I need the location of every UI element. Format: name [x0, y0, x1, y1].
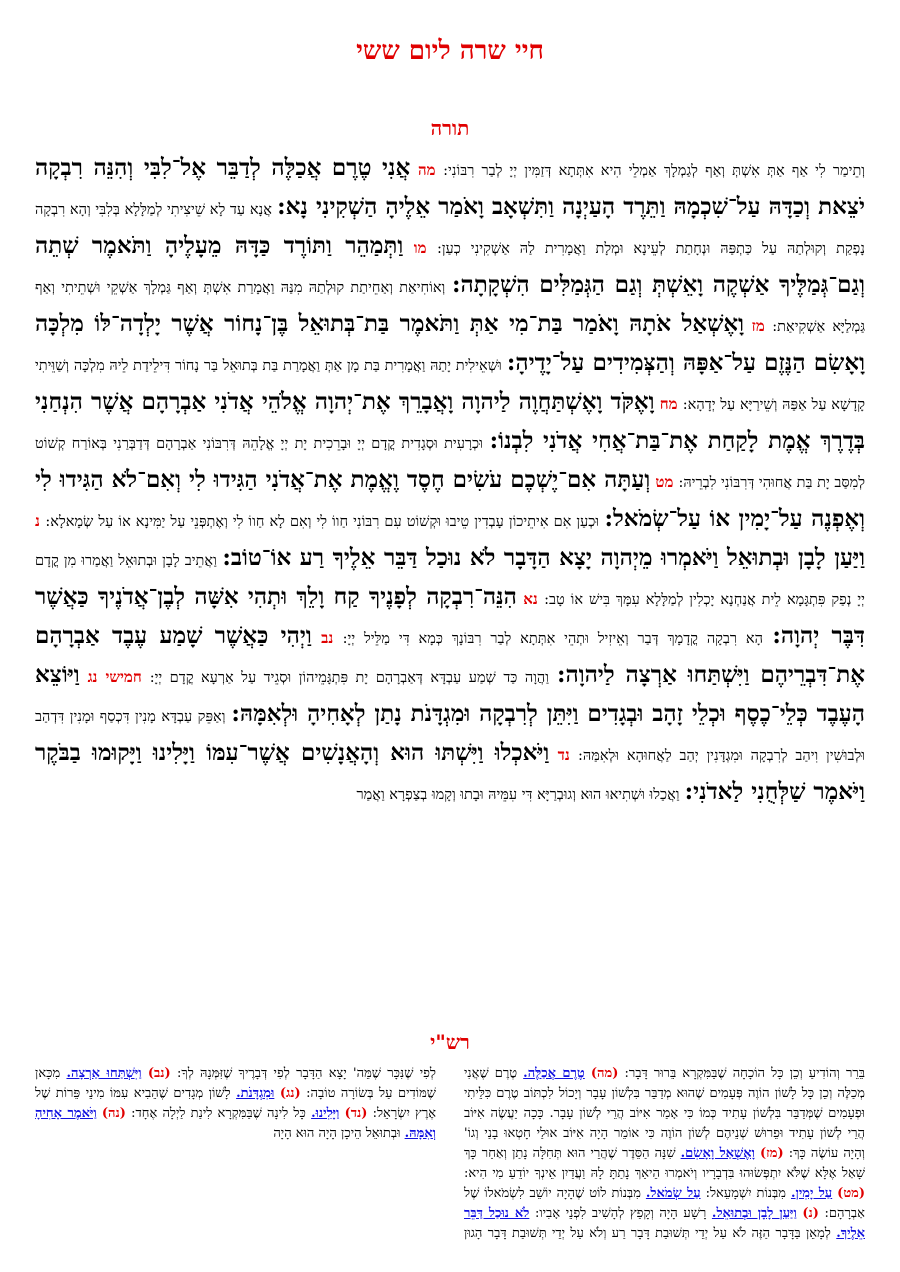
- rashi-verse-ref: (נב): [147, 1066, 171, 1081]
- rashi-comment: [701, 1186, 865, 1201]
- verse-number: מז: [751, 317, 765, 335]
- rashi-text: מִכָּאן שֶׁמּוֹדִים עַל בְּשׂוֹרָה טוֹבָה:: [35, 1066, 436, 1101]
- verse-number: נא: [523, 590, 538, 608]
- rashi-text: וּבְתוּאֵל הֵיכָן הָיָה הוּא הָיָה: [273, 1126, 401, 1141]
- rashi-heading: וַיָּלִינוּ.: [311, 1106, 340, 1121]
- rashi-verse-ref: (נה): [101, 1106, 126, 1121]
- verse-text: וָאֶקֹּד וָאֶשְׁתַּחֲוֶה לַיהוָה וָאֲבָרֵךְ אֶת־יְהוָה אֱלֹהֵי אֲדֹנִי אַבְרָהָם אֲשֶׁר הִנְחַנִי בְּדֶרֶךְ אֱמֶת לָקַחַת אֶת־בַּת־אֲחִי אֲדֹנִי לִבְנוֹ:: [35, 388, 865, 454]
- rashi-comment: [126, 1106, 367, 1121]
- targum-text: וַאֲכַלוּ וּשְׁתִיאוּ הוּא וְגוּבְרַיָּא דִּי עִמֵּיהּ וּבָתוּ וְקָמוּ בְצַפְרָא וַאֲמַר: [356, 787, 680, 803]
- verse-number: נב: [321, 629, 334, 647]
- targum-text: וַהֲוָה כַּד שְׁמַע עַבְדָּא דְּאַבְרָהָם יָת פִּתְגָּמֵיהוֹן וּסְגֵיד עַל אַרְעָא קֳדָם יְיָ:: [149, 670, 549, 686]
- rashi-text: טֶרֶם שֶׁאֲנִי מְכַלֶּה וְכֵן כָּל לָשׁוֹן הוֹוֶה פְּעָמִים שֶׁהוּא מְדַבֵּר בִּלְשׁוֹן עָבָר וְיָכוֹל לִכְתּוֹב טֶרֶם כִּלֵּיתִי וּפְעָמִים שֶׁמְּדַבֵּר בִּלְשׁוֹן עָתִיד כְּמוֹ כִּי אָמַר אִיּוֹב הֲרֵי לְשׁוֹן עָבָר. כָּכָה יַעֲשֶׂה אִיּוֹב הֲרֵי לְשׁוֹן עָתִיד וּפֵרוּשׁ שְׁנֵיהֶם לְשׁוֹן הוֹוֶה כִּי אוֹמֵר הָיָה אִיּוֹב אוּלַי חָטְאוּ בָנַי וְגוֹ' וְהָיָה עוֹשֶׂה כָּךְ:: [464, 1066, 865, 1161]
- verse-text: וְעַתָּה אִם־יֶשְׁכֶם עֹשִׂים חֶסֶד וֶאֱמֶת אֶת־אֲדֹנִי הַגִּידוּ לִי וְאִם־לֹא הַגִּידוּ לִי וְאֶפְנֶה עַל־יָמִין אוֹ עַל־שְׂמֹאל:: [35, 466, 865, 532]
- rashi-commentary-block: [35, 1064, 865, 1260]
- rashi-section-title: רש"י: [430, 1030, 470, 1054]
- verse-number: מה: [417, 161, 436, 179]
- rashi-verse-ref: (נ): [802, 1206, 819, 1221]
- rashi-heading: עַל שְׂמֹאל.: [645, 1186, 701, 1201]
- targum-text: וְאוֹחִיאַת וְאַחֵיתַת קוּלְתַהּ מִנַּהּ וַאֲמָרַת אִשְׁתְּ וְאַף גַּמְלָךְ אַשְׁקֵי וּשְׁתֵיתִי וְאַף גַּמְלַיָּא אַשְׁקִיאַת:: [35, 280, 865, 335]
- rashi-comment: [529, 1206, 819, 1221]
- rashi-heading: וַיִּשְׁתַּחוּ אַרְצָה.: [66, 1066, 142, 1081]
- targum-text: וַאֲתֵיב לָבָן וּבְתוּאֵל וַאֲמַרוּ מִן קֳדָם יְיָ נְפַק פִּתְגָּמָא לֵית אֲנַחְנָא יָכְלִין לְמַלָּלָא עִמָּךְ בִּישׁ אוֹ טָב:: [35, 553, 865, 608]
- verse-text: וַיֹּאכְלוּ וַיִּשְׁתּוּ הוּא וְהָאֲנָשִׁים אֲשֶׁר־עִמּוֹ וַיָּלִינוּ וַיָּקוּמוּ בַבֹּקֶר וַיֹּאמֶר שַׁלְּחֻנִי לַאדֹנִי:: [35, 739, 865, 805]
- targum-text: וּשְׁאֵילִית יָתַהּ וַאֲמָרִית בַּת מָן אַתְּ וַאֲמָרַת בַּת בְּתוּאֵל בַּר נָחוֹר דִּילֵידַת לֵיהּ מִלְכָּה וְשַׁוֵּיתִי קָדָשָׁא עַל אַפַּהּ וְשֵׁירַיָּא עַל יְדָהָא:: [35, 358, 865, 413]
- targum-text: וְאַפֵּק עַבְדָּא מָנִין דִּכְסַף וּמָנִין דִּדְהַב וּלְבוּשִׁין וִיהַב לְרִבְקָה וּמִגְדָּנִין יְהַב לַאֲחוּהָא וּלְאִמַּהּ:: [35, 709, 865, 764]
- torah-segment: [357, 784, 680, 803]
- rashi-heading: לֹא נוּכַל דַּבֵּר אֵלֶיךָ.: [464, 1206, 865, 1241]
- verse-text: הִנֵּה־רִבְקָה לְפָנֶיךָ קַח וָלֵךְ וּתְהִי אִשָּׁה לְבֶן־אֲדֹנֶיךָ כַּאֲשֶׁר דִּבֶּר יְהוָה:: [35, 583, 865, 649]
- targum-text: וּכְעַן אִם אִיתֵיכוֹן עָבְדִין טֵיבוּ וּקְשׁוֹט עִם רִבּוֹנִי חַווֹ לִי וְאִם לָא חַווֹ לִי וְאֶתְפְּנֵי עַל יַמִּינָא אוֹ עַל שְׂמָאלָא:: [45, 514, 600, 530]
- verse-text: אֲנִי טֶרֶם אֲכַלֶּה לְדַבֵּר אֶל־לִבִּי וְהִנֵּה רִבְקָה יֹצֵאת וְכַדָּהּ עַל־שִׁכְמָהּ וַתֵּרֶד הָעַיְנָה וַתִּשְׁאָב וָאֹמַר אֵלֶיהָ הַשְׁקִינִי נָא:: [35, 154, 865, 220]
- rashi-text: שִׁנָּה הַסֵּדֶר שֶׁהֲרֵי הוּא תְּחִלָּה נָתַן וְאַחַר כָּךְ שָׁאַל אֶלָּא שֶׁלֹּא יִתְפְּשׂוּהוּ בִּדְבָרָיו וְיֹאמְרוּ הֵיאַךְ נָתַתָּ לָהּ וַעֲדַיִן אֵינְךָ יוֹדֵעַ מִי הִיא:: [464, 1146, 865, 1181]
- rashi-verse-ref: (מה): [590, 1066, 619, 1081]
- torah-section-title: תורה: [430, 116, 470, 140]
- rashi-verse-ref: (מט): [837, 1186, 865, 1201]
- rashi-text: כָּל לִינָה שֶׁבַּמִּקְרָא לִינַת לַיְלָה אֶחָד:: [131, 1106, 306, 1121]
- rashi-heading: עַל יָמִין.: [790, 1186, 833, 1201]
- rashi-text: מִבְּנוֹת יִשְׁמָעֵאל:: [705, 1186, 786, 1201]
- verse-number: נ: [35, 512, 40, 530]
- targum-text: אֲנָא עַד לָא שֵׁיצִיתִי לְמַלָּלָא בְּלִבִּי וְהָא רִבְקָה נָפְקַת וְקוּלְתַהּ עַל כַּתְפַּהּ וּנְחָתַת לְעֵינָא וּמְלָת וַאֲמָרִית לַהּ אַשְׁקִינִי כְעַן:: [35, 202, 865, 257]
- rashi-verse-ref: (נג): [279, 1086, 301, 1101]
- rashi-heading: וַיֹּאמֶר אָחִיהָ וְאִמָּהּ.: [35, 1106, 436, 1141]
- rashi-heading: טֶרֶם אֲכַלֶּה.: [523, 1066, 585, 1081]
- targum-text: וְתֵימַר לִי אַף אַתְּ אִשְׁתְּ וְאַף לְגַמְלָךְ אַמְלֵי הִיא אִתְּתָא דְּזַמִּין יְיָ לְבַר רִבּוֹנִי:: [443, 163, 865, 179]
- verse-number: מט: [655, 473, 674, 491]
- rashi-text: לָשׁוֹן מְגָדִים שֶׁהֵבִיא עִמּוֹ מִינֵי פֵּרוֹת שֶׁל אֶרֶץ יִשְׂרָאֵל:: [35, 1086, 437, 1121]
- page-title: חיי שרה ליום ששי: [356, 36, 544, 66]
- rashi-text: רָשָׁע הָיָה וְקָפַץ לְהָשִׁיב לִפְנֵי אָבִיו:: [534, 1206, 707, 1221]
- verse-number: מו: [413, 239, 427, 257]
- verse-text: וַיּוֹצֵא הָעֶבֶד כְּלֵי־כֶסֶף וּכְלֵי זָהָב וּבְגָדִים וַיִּתֵּן לְרִבְקָה וּמִגְדָּנֹת נָתַן לְאָחִיהָ וּלְאִמָּהּ:: [35, 661, 865, 727]
- rashi-text: בֵּרֵר וְהוֹדִיעַ וְכֵן כָּל הוֹכָחָה שֶׁבַּמִּקְרָא בֵּרוּר דָּבָר:: [624, 1066, 865, 1081]
- verse-text: וָאֶשְׁאַל אֹתָהּ וָאֹמַר בַּת־מִי אַתְּ וַתֹּאמֶר בַּת־בְּתוּאֵל בֶּן־נָחוֹר אֲשֶׁר יָלְדָה־לּוֹ מִלְכָּה וָאָשִׂם הַנֶּזֶם עַל־אַפָּהּ וְהַצְּמִידִים עַל־יָדֶיהָ:: [35, 310, 865, 376]
- rashi-verse-ref: (נד): [344, 1106, 368, 1121]
- verse-number: מח: [659, 395, 678, 413]
- rashi-heading: וּמִגְדָּנֹת.: [236, 1086, 275, 1101]
- rashi-comment: [618, 1066, 865, 1081]
- targum-text: הָא רִבְקָה קֳדָמָךְ דְּבַר וְאֵיזִיל וּתְהֵי אִתְּתָא לְבַר רִבּוֹנָךְ כְּמָא דִּי מַלֵּיל יְיָ:: [342, 631, 763, 647]
- torah-text-block: [35, 150, 865, 1020]
- rashi-heading: וַיַּעַן לָבָן וּבְתוּאֵל.: [711, 1206, 797, 1221]
- rashi-verse-ref: (מז): [759, 1146, 784, 1161]
- rashi-text: לְמָאֵן בַּדָּבָר הַזֶּה לֹא עַל יְדֵי תְּשׁוּבַת דָּבָר רַע וְלֹא עַל יְדֵי תְּשׁוּבַת דָּבָר הָגוּן לְפִי שֶׁנִּכָּר שֶׁמֵּה' יָצָא הַדָּבָר לְפִי דְּבָרֶיךָ שֶׁזִּמְּנָהּ לְךָ:: [176, 1066, 831, 1241]
- targum-text: וּכְרָעִית וּסְגָדִית קֳדָם יְיָ וּבָרֵכִית יָת יְיָ אֱלָהֵהּ דְּרִבּוֹנִי אַבְרָהָם דְּדַבְּרַנִי בְּאוֹרַח קְשׁוֹט לְמִסַּב יָת בַּת אֲחוּהִי דְּרִבּוֹנִי לִבְרֵיהּ:: [35, 436, 865, 491]
- verse-text: וַתְּמַהֵר וַתּוֹרֶד כַּדָּהּ מֵעָלֶיהָ וַתֹּאמֶר שְׁתֵה וְגַם־גְּמַלֶּיךָ אַשְׁקֶה וָאֵשְׁתְּ וְגַם הַגְּמַלִּים הִשְׁקָתָה:: [35, 232, 865, 298]
- aliyah-marker: חמישי: [105, 668, 142, 686]
- rashi-text: מִבְּנוֹת לוֹט שֶׁהָיָה יוֹשֵׁב לִשְׂמֹאלוֹ שֶׁל אַבְרָהָם:: [464, 1186, 865, 1221]
- verse-number: נד: [557, 746, 570, 764]
- verse-text: וַיַּעַן לָבָן וּבְתוּאֵל וַיֹּאמְרוּ מֵיְהוָה יָצָא הַדָּבָר לֹא נוּכַל דַּבֵּר אֵלֶיךָ רַע אוֹ־טוֹב:: [222, 544, 865, 571]
- verse-number: נג: [87, 668, 98, 686]
- rashi-heading: וָאֶשְׁאַל וָאָשִׂם.: [680, 1146, 755, 1161]
- verse-text: וַיְהִי כַּאֲשֶׁר שָׁמַע עֶבֶד אַבְרָהָם אֶת־דִּבְרֵיהֶם וַיִּשְׁתַּחוּ אַרְצָה לַיהוָה:: [35, 622, 865, 688]
